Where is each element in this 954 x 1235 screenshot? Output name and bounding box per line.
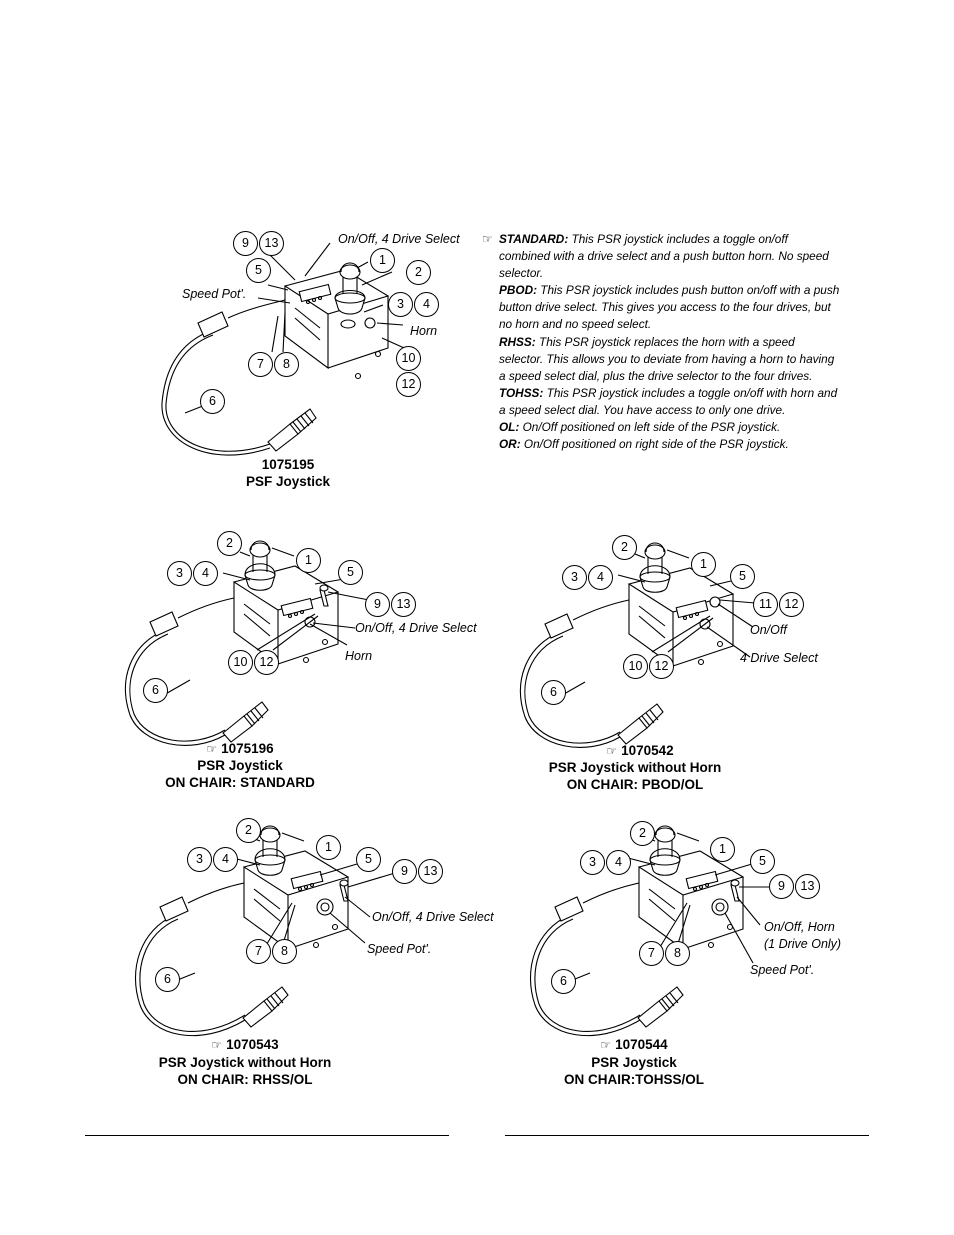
psr-tohss-drawing: [515, 815, 895, 1095]
label-speed-pot: Speed Pot'.: [750, 963, 815, 977]
callout-2: 2: [217, 531, 242, 556]
desc-tohss: [482, 385, 842, 419]
caption-part-number: [190, 1037, 300, 1052]
callout-5: 5: [730, 564, 755, 589]
callout-3: 3: [580, 850, 605, 875]
desc-term: STANDARD:: [499, 232, 569, 246]
figure-psr-pbod: [505, 532, 885, 802]
callout-9: 9: [365, 592, 390, 617]
callout-8: 8: [665, 941, 690, 966]
callout-5: 5: [338, 560, 363, 585]
desc-term: TOHSS:: [499, 385, 544, 400]
pointing-hand-icon: ☞: [211, 1038, 223, 1052]
callout-12: 12: [396, 372, 421, 397]
callout-11: 11: [753, 592, 778, 617]
label-4-drive-select: 4 Drive Select: [740, 651, 818, 665]
callout-6: 6: [200, 389, 225, 414]
psr-rhss-drawing: [120, 815, 500, 1095]
caption-title: PSF Joystick: [245, 474, 331, 489]
desc-term: OR:: [499, 437, 521, 452]
callout-1: 1: [296, 548, 321, 573]
caption-on-chair: ON CHAIR: RHSS/OL: [177, 1072, 313, 1087]
callout-1: 1: [316, 835, 341, 860]
callout-1: 1: [370, 248, 395, 273]
callout-13: 13: [418, 859, 443, 884]
desc-ol: [482, 419, 842, 436]
part-number: 1075196: [221, 741, 274, 756]
part-number: 1070543: [226, 1037, 279, 1052]
figure-psr-standard: [110, 530, 490, 800]
caption-title: PSR Joystick: [591, 1055, 677, 1070]
label-1-drive-only: (1 Drive Only): [764, 937, 842, 951]
figure-psf-joystick: [150, 228, 470, 498]
desc-text: This PSR joystick includes push button on/off with a push button drive select. This gives you access to the four drives, but no horn and no speed select.: [499, 283, 840, 332]
callout-12: 12: [649, 654, 674, 679]
callout-13: 13: [259, 231, 284, 256]
callout-3: 3: [388, 292, 413, 317]
callout-2: 2: [406, 260, 431, 285]
label-speed-pot: Speed Pot'.: [182, 287, 247, 301]
part-number: 1070544: [615, 1037, 668, 1052]
callout-8: 8: [274, 352, 299, 377]
callout-12: 12: [779, 592, 804, 617]
callout-9: 9: [392, 859, 417, 884]
footer-divider-left: [85, 1135, 449, 1136]
callout-1: 1: [710, 837, 735, 862]
desc-pbod: [482, 282, 842, 333]
desc-term: OL:: [499, 420, 520, 435]
callout-3: 3: [167, 561, 192, 586]
pointing-hand-icon: ☞: [482, 232, 493, 246]
desc-text: On/Off positioned on left side of the PSR joystick.: [519, 420, 781, 435]
callout-7: 7: [248, 352, 273, 377]
label-horn: Horn: [410, 324, 438, 338]
label-onoff: On/Off: [750, 623, 787, 637]
figure-psr-tohss: [515, 815, 895, 1095]
callout-4: 4: [588, 565, 613, 590]
callout-4: 4: [414, 292, 439, 317]
caption-on-chair: ON CHAIR: STANDARD: [165, 775, 315, 790]
callout-13: 13: [795, 874, 820, 899]
callout-6: 6: [143, 678, 168, 703]
callout-2: 2: [630, 821, 655, 846]
callout-6: 6: [551, 969, 576, 994]
caption-title: PSR Joystick without Horn: [158, 1055, 332, 1070]
caption-on-chair: ON CHAIR: PBOD/OL: [566, 777, 704, 792]
label-onoff-drive-select: On/Off, 4 Drive Select: [338, 232, 460, 246]
callout-7: 7: [246, 939, 271, 964]
caption-title: PSR Joystick without Horn: [548, 760, 722, 775]
caption-title: PSR Joystick: [197, 758, 283, 773]
label-horn: Horn: [345, 649, 373, 663]
callout-1: 1: [691, 552, 716, 577]
callout-2: 2: [236, 818, 261, 843]
pointing-hand-icon: ☞: [600, 1038, 612, 1052]
callout-5: 5: [356, 847, 381, 872]
callout-6: 6: [541, 680, 566, 705]
callout-3: 3: [562, 565, 587, 590]
callout-8: 8: [272, 939, 297, 964]
callout-5: 5: [750, 849, 775, 874]
caption-part-number: [185, 741, 295, 756]
part-number: 1070542: [621, 743, 674, 758]
callout-4: 4: [213, 847, 238, 872]
label-onoff-drive-select: On/Off, 4 Drive Select: [355, 621, 477, 635]
caption-part-number: [579, 1037, 689, 1052]
desc-text: On/Off positioned on right side of the PSR joystick.: [520, 437, 789, 452]
callout-13: 13: [391, 592, 416, 617]
pointing-hand-icon: ☞: [606, 744, 618, 758]
caption-on-chair: ON CHAIR:TOHSS/OL: [563, 1072, 704, 1087]
desc-rhss: [482, 334, 842, 385]
callout-5: 5: [246, 258, 271, 283]
desc-text: This PSR joystick includes a toggle on/off with horn and a speed select dial. You have access to only one drive.: [499, 385, 838, 417]
caption-part-number: 1075195: [261, 457, 315, 472]
callout-6: 6: [155, 967, 180, 992]
label-onoff-horn: On/Off, Horn: [764, 920, 835, 934]
callout-10: 10: [623, 654, 648, 679]
desc-standard: [482, 231, 842, 282]
label-onoff-drive-select: On/Off, 4 Drive Select: [372, 910, 494, 924]
label-speed-pot: Speed Pot'.: [367, 942, 432, 956]
pointing-hand-icon: ☞: [206, 742, 218, 756]
callout-12: 12: [254, 650, 279, 675]
callout-10: 10: [228, 650, 253, 675]
callout-9: 9: [233, 231, 258, 256]
callout-9: 9: [769, 874, 794, 899]
callout-7: 7: [639, 941, 664, 966]
desc-text: This PSR joystick replaces the horn with a speed selector. This allows you to deviate from having a horn to having a speed select dial, plus the drive selector to the four drives.: [499, 334, 835, 383]
desc-or: [482, 436, 842, 453]
joystick-option-descriptions: [482, 231, 842, 453]
callout-2: 2: [612, 535, 637, 560]
desc-term: PBOD:: [499, 283, 538, 298]
callout-3: 3: [187, 847, 212, 872]
callout-4: 4: [606, 850, 631, 875]
callout-4: 4: [193, 561, 218, 586]
callout-10: 10: [396, 346, 421, 371]
footer-divider-right: [505, 1135, 869, 1136]
desc-text: This PSR joystick includes a toggle on/off combined with a drive select and a push button horn. No speed selector.: [499, 232, 829, 281]
caption-part-number: [585, 743, 695, 758]
desc-term: RHSS:: [499, 334, 536, 349]
figure-psr-rhss: [120, 815, 500, 1095]
